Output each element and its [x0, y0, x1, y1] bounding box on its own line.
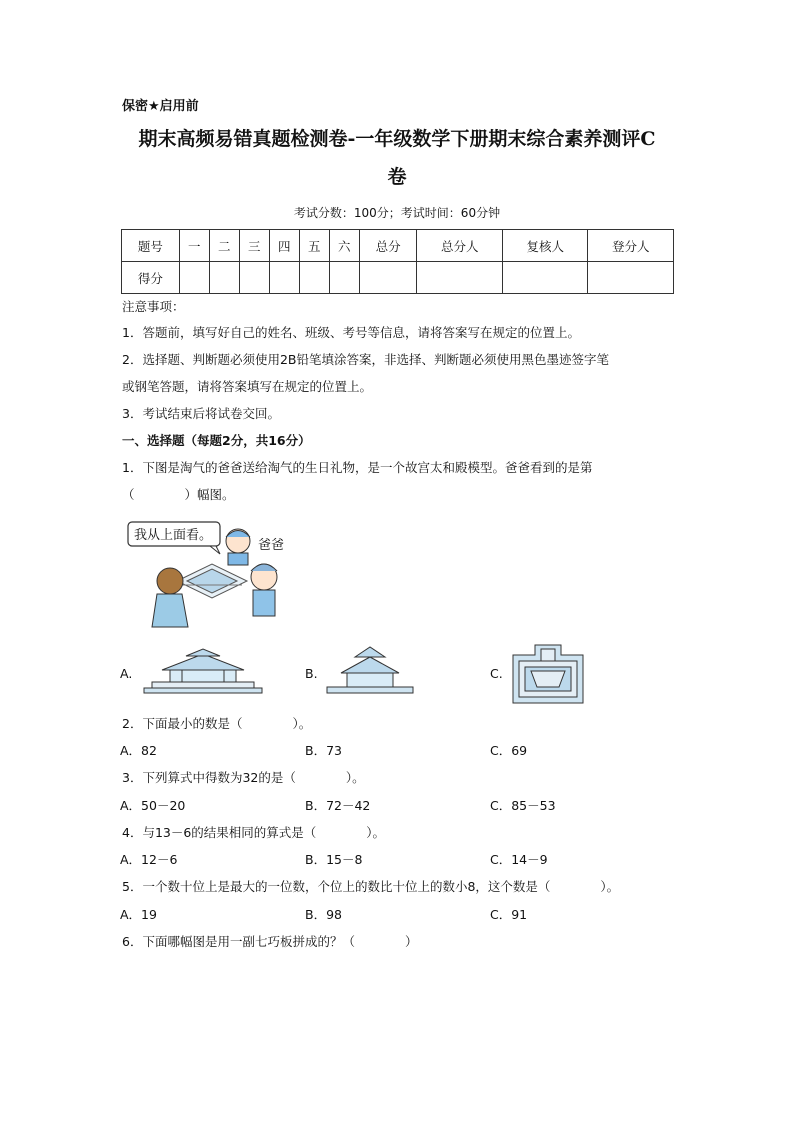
- score-cell[interactable]: [209, 262, 239, 294]
- score-cell[interactable]: [239, 262, 269, 294]
- q1-option-c-image: [511, 641, 585, 709]
- q4-option-c[interactable]: C．14－9: [490, 852, 548, 867]
- palace-side-view-image: [325, 643, 415, 697]
- q5-option-b[interactable]: B．98: [305, 907, 342, 922]
- note-2: 2．选择题、判断题必须使用2B铅笔填涂答案，非选择、判断题必须使用黑色墨迹签字笔: [122, 352, 609, 367]
- score-header-cell: 复核人: [502, 230, 587, 262]
- score-table: [121, 229, 674, 294]
- score-table-score-row: [122, 262, 674, 294]
- question-1: 1．下图是淘气的爸爸送给淘气的生日礼物，是一个故宫太和殿模型。爸爸看到的是第: [122, 460, 593, 475]
- score-header-cell: 登分人: [588, 230, 674, 262]
- score-header-cell: 一: [179, 230, 209, 262]
- score-header-cell: 五: [299, 230, 329, 262]
- q4-option-b[interactable]: B．15－8: [305, 852, 363, 867]
- score-header-cell: 六: [329, 230, 359, 262]
- q3-option-a[interactable]: A．50－20: [120, 798, 186, 813]
- score-header-cell: 总分: [359, 230, 417, 262]
- q1-option-b-label[interactable]: B.: [305, 666, 318, 681]
- q4-option-a[interactable]: A．12－6: [120, 852, 178, 867]
- score-cell[interactable]: [299, 262, 329, 294]
- score-table-header-row: [122, 230, 674, 262]
- q2-option-b[interactable]: B．73: [305, 743, 342, 758]
- notes-heading: 注意事项：: [122, 299, 185, 314]
- note-2-continued: 或钢笔答题，请将答案填写在规定的位置上。: [122, 379, 373, 394]
- score-cell[interactable]: [179, 262, 209, 294]
- q2-option-a[interactable]: A．82: [120, 743, 157, 758]
- score-cell[interactable]: [588, 262, 674, 294]
- q1-option-c-label[interactable]: C.: [490, 666, 503, 681]
- question-2: 2．下面最小的数是（ ）。: [122, 716, 312, 731]
- score-row-label: 得分: [122, 262, 180, 294]
- score-header-cell: 三: [239, 230, 269, 262]
- question-1-continued: （ ）幅图。: [122, 487, 235, 502]
- score-cell[interactable]: [417, 262, 502, 294]
- q2-option-c[interactable]: C．69: [490, 743, 528, 758]
- score-header-cell: 题号: [122, 230, 180, 262]
- exam-info: 考试分数：100分；考试时间：60分钟: [293, 206, 501, 220]
- confidential-mark: 保密★启用前: [122, 99, 199, 114]
- q3-option-c[interactable]: C．85－53: [490, 798, 556, 813]
- q5-option-c[interactable]: C．91: [490, 907, 528, 922]
- question-6: 6．下面哪幅图是用一副七巧板拼成的？（ ）: [122, 934, 418, 949]
- score-header-cell: 四: [269, 230, 299, 262]
- q5-option-a[interactable]: A．19: [120, 907, 157, 922]
- note-1: 1．答题前，填写好自己的姓名、班级、考号等信息，请将答案写在规定的位置上。: [122, 325, 580, 340]
- q1-option-a-image: [142, 648, 264, 700]
- note-3: 3．考试结束后将试卷交回。: [122, 406, 280, 421]
- palace-top-view-image: [511, 641, 585, 705]
- q1-option-b-image: [325, 643, 415, 701]
- score-cell[interactable]: [269, 262, 299, 294]
- dad-label: 爸爸: [258, 538, 285, 553]
- q3-option-b[interactable]: B．72－42: [305, 798, 371, 813]
- section-1-heading: 一、选择题（每题2分，共16分）: [122, 433, 311, 448]
- question-3: 3．下列算式中得数为32的是（ ）。: [122, 770, 365, 785]
- palace-front-view-image: [142, 648, 264, 696]
- q1-option-a-label[interactable]: A.: [120, 666, 133, 681]
- question-4: 4．与13－6的结果相同的算式是（ ）。: [122, 825, 386, 840]
- question-5: 5．一个数十位上是最大的一位数，个位上的数比十位上的数小8，这个数是（ ）。: [122, 879, 620, 894]
- speech-bubble-text: 我从上面看。: [134, 528, 213, 543]
- score-cell[interactable]: [359, 262, 417, 294]
- score-cell[interactable]: [502, 262, 587, 294]
- exam-title: 期末高频易错真题检测卷-一年级数学下册期末综合素养测评C: [138, 128, 656, 150]
- score-cell[interactable]: [329, 262, 359, 294]
- score-header-cell: 总分人: [417, 230, 502, 262]
- score-header-cell: 二: [209, 230, 239, 262]
- exam-title-continued: 卷: [387, 166, 407, 188]
